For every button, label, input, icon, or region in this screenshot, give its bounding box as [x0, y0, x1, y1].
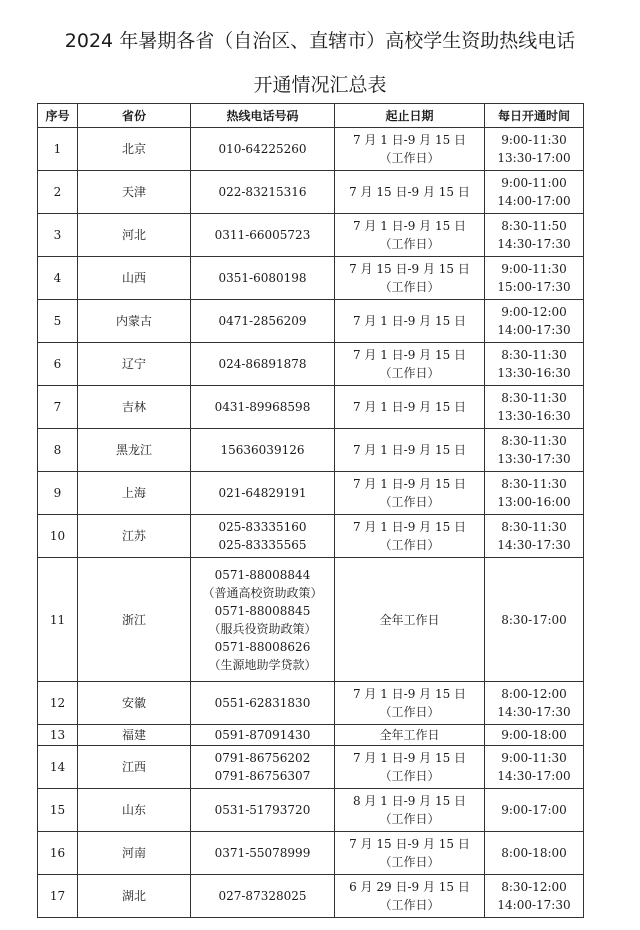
cell-province-line: 辽宁 [121, 357, 146, 371]
cell-number-line: 7 [53, 400, 62, 414]
cell-phone [191, 789, 335, 832]
cell-phone [191, 343, 335, 386]
cell-number-line: 9 [53, 486, 62, 500]
cell-hours-line: 14:00-17:30 [497, 898, 571, 912]
cell-hours-line: 14:30-17:00 [497, 769, 571, 783]
cell-hours-line: 8:30-11:30 [501, 520, 567, 534]
cell-province-line: 山东 [121, 803, 146, 817]
cell-hours-line: 14:30-17:30 [497, 538, 571, 552]
cell-number [38, 682, 78, 725]
table-header-row [38, 104, 584, 128]
cell-number [38, 746, 78, 789]
table-row [38, 214, 584, 257]
cell-dates [335, 789, 485, 832]
cell-province [78, 746, 191, 789]
cell-dates-line: 7 月 1 日-9 月 15 日 [352, 443, 467, 457]
cell-province [78, 515, 191, 558]
cell-phone [191, 725, 335, 746]
cell-province-line: 河北 [121, 228, 146, 242]
cell-dates-line: （工作日） [379, 812, 440, 826]
cell-phone-line: 0791-86756307 [214, 769, 311, 783]
cell-number [38, 300, 78, 343]
document-title: 2024 年暑期各省（自治区、直辖市）高校学生资助热线电话 [64, 30, 576, 52]
cell-number [38, 472, 78, 515]
cell-phone-line: 0431-89968598 [214, 400, 311, 414]
cell-hours-line: 14:30-17:30 [497, 705, 571, 719]
table-row [38, 746, 584, 789]
cell-number [38, 386, 78, 429]
table-body [38, 128, 584, 918]
cell-dates-line: 7 月 15 日-9 月 15 日 [349, 185, 470, 199]
cell-number [38, 875, 78, 918]
cell-phone-line: 0351-6080198 [218, 271, 307, 285]
cell-phone [191, 214, 335, 257]
cell-dates-line: 7 月 1 日-9 月 15 日 [352, 133, 467, 147]
cell-dates-line: 7 月 1 日-9 月 15 日 [352, 477, 467, 491]
cell-phone-line: 0571-88008845 [214, 603, 311, 618]
cell-dates [335, 725, 485, 746]
cell-hours-line: 8:00-12:00 [501, 687, 567, 701]
cell-phone [191, 515, 335, 558]
cell-dates [335, 429, 485, 472]
table-row [38, 171, 584, 214]
cell-province-line: 江西 [121, 760, 146, 774]
cell-province [78, 128, 191, 171]
cell-province [78, 386, 191, 429]
cell-number-line: 13 [49, 728, 66, 742]
cell-hours-line: 14:00-17:00 [497, 194, 571, 208]
cell-province-line: 内蒙古 [115, 314, 152, 328]
cell-number-line: 12 [49, 696, 66, 710]
cell-dates-line: 7 月 15 日-9 月 15 日 [349, 837, 470, 851]
cell-dates [335, 386, 485, 429]
table-row [38, 725, 584, 746]
cell-province-line: 吉林 [121, 400, 146, 414]
cell-hours-line: 8:30-11:30 [501, 348, 567, 362]
header-hours: 每日开通时间 [485, 104, 584, 128]
cell-number [38, 429, 78, 472]
table-row [38, 429, 584, 472]
cell-province [78, 171, 191, 214]
cell-phone-line: 0791-86756202 [214, 751, 311, 765]
cell-number-line: 2 [53, 185, 62, 199]
table-row [38, 472, 584, 515]
table-row [38, 128, 584, 171]
cell-hours-line: 9:00-11:30 [501, 262, 567, 276]
cell-hours [485, 558, 584, 682]
cell-hours [485, 746, 584, 789]
cell-number [38, 725, 78, 746]
cell-dates-line: （工作日） [379, 237, 440, 251]
cell-phone-line: （生源地助学贷款） [208, 657, 317, 672]
cell-phone-line: 15636039126 [220, 443, 305, 457]
cell-dates-line: （工作日） [379, 855, 440, 869]
cell-hours-line: 9:00-18:00 [501, 728, 567, 742]
cell-dates-line: 7 月 1 日-9 月 15 日 [352, 219, 467, 233]
cell-dates [335, 682, 485, 725]
cell-number-line: 6 [53, 357, 62, 371]
table-row [38, 343, 584, 386]
cell-phone [191, 257, 335, 300]
cell-province [78, 725, 191, 746]
cell-dates-line: 7 月 1 日-9 月 15 日 [352, 400, 467, 414]
cell-dates [335, 257, 485, 300]
cell-dates-line: 7 月 1 日-9 月 15 日 [352, 348, 467, 362]
cell-hours-line: 13:30-17:00 [497, 151, 571, 165]
cell-number-line: 3 [53, 228, 62, 242]
cell-number-line: 11 [49, 612, 66, 627]
cell-hours-line: 8:30-12:00 [501, 880, 567, 894]
cell-province-line: 天津 [121, 185, 146, 199]
cell-hours-line: 8:30-11:30 [501, 391, 567, 405]
cell-province-line: 浙江 [121, 612, 146, 627]
cell-hours [485, 386, 584, 429]
cell-dates [335, 875, 485, 918]
cell-hours-line: 14:30-17:30 [497, 237, 571, 251]
cell-province [78, 257, 191, 300]
cell-number [38, 214, 78, 257]
cell-phone [191, 300, 335, 343]
document-subtitle: 开通情况汇总表 [253, 74, 387, 96]
cell-phone-line: 0571-88008626 [214, 639, 311, 654]
cell-phone-line: 0311-66005723 [214, 228, 311, 242]
cell-hours-line: 13:30-16:30 [497, 366, 571, 380]
cell-hours [485, 214, 584, 257]
header-dates: 起止日期 [335, 104, 485, 128]
cell-hours-line: 9:00-17:00 [501, 803, 567, 817]
cell-phone-line: （服兵役资助政策） [208, 621, 317, 636]
hotline-table [37, 103, 584, 918]
cell-hours [485, 515, 584, 558]
cell-dates [335, 343, 485, 386]
cell-dates-line: 7 月 1 日-9 月 15 日 [352, 520, 467, 534]
cell-dates-line: 7 月 1 日-9 月 15 日 [352, 314, 467, 328]
cell-hours-line: 13:00-16:00 [497, 495, 571, 509]
cell-province-line: 北京 [121, 142, 146, 156]
cell-province [78, 343, 191, 386]
cell-dates-line: 全年工作日 [379, 728, 440, 742]
cell-dates [335, 832, 485, 875]
cell-dates [335, 128, 485, 171]
cell-province [78, 472, 191, 515]
cell-dates-line: 8 月 1 日-9 月 15 日 [352, 794, 467, 808]
cell-phone-line: 0531-51793720 [214, 803, 311, 817]
cell-number [38, 558, 78, 682]
cell-hours [485, 343, 584, 386]
cell-dates [335, 171, 485, 214]
cell-number-line: 8 [53, 443, 62, 457]
cell-phone-line: 027-87328025 [218, 889, 307, 903]
cell-dates-line: 7 月 1 日-9 月 15 日 [352, 751, 467, 765]
cell-hours-line: 8:00-18:00 [501, 846, 567, 860]
cell-dates [335, 515, 485, 558]
cell-hours [485, 257, 584, 300]
cell-hours [485, 875, 584, 918]
cell-hours [485, 128, 584, 171]
cell-dates-line: （工作日） [379, 495, 440, 509]
cell-province [78, 682, 191, 725]
cell-number-line: 10 [49, 529, 66, 543]
cell-hours-line: 8:30-17:00 [501, 612, 567, 627]
cell-province-line: 湖北 [121, 889, 146, 903]
table-row [38, 789, 584, 832]
cell-number [38, 789, 78, 832]
cell-hours-line: 8:30-11:30 [501, 434, 567, 448]
cell-hours-line: 9:00-11:30 [501, 751, 567, 765]
cell-phone-line: 010-64225260 [218, 142, 307, 156]
cell-province-line: 江苏 [121, 529, 146, 543]
table-row [38, 558, 584, 682]
cell-dates [335, 472, 485, 515]
cell-hours-line: 13:30-16:30 [497, 409, 571, 423]
cell-hours [485, 300, 584, 343]
table-row [38, 300, 584, 343]
cell-number-line: 15 [49, 803, 66, 817]
cell-hours-line: 8:30-11:50 [501, 219, 567, 233]
cell-province-line: 山西 [121, 271, 146, 285]
cell-dates-line: （工作日） [379, 705, 440, 719]
cell-hours-line: 15:00-17:30 [497, 280, 571, 294]
cell-province-line: 黑龙江 [115, 443, 152, 457]
cell-dates-line: （工作日） [379, 151, 440, 165]
cell-phone [191, 171, 335, 214]
cell-province-line: 上海 [121, 486, 146, 500]
table-row [38, 875, 584, 918]
cell-number [38, 343, 78, 386]
cell-province [78, 429, 191, 472]
cell-province [78, 789, 191, 832]
table-row [38, 386, 584, 429]
cell-phone-line: 025-83335160 [218, 520, 307, 534]
cell-hours-line: 13:30-17:30 [497, 452, 571, 466]
table-row [38, 682, 584, 725]
cell-hours-line: 9:00-11:00 [501, 176, 567, 190]
cell-phone [191, 472, 335, 515]
cell-phone-line: 024-86891878 [218, 357, 307, 371]
cell-number-line: 4 [53, 271, 62, 285]
cell-phone [191, 386, 335, 429]
cell-province [78, 558, 191, 682]
cell-phone [191, 746, 335, 789]
cell-number-line: 5 [53, 314, 62, 328]
cell-number-line: 1 [53, 142, 62, 156]
cell-dates [335, 214, 485, 257]
cell-number [38, 832, 78, 875]
cell-hours [485, 832, 584, 875]
cell-number [38, 128, 78, 171]
cell-hours [485, 472, 584, 515]
cell-number-line: 17 [49, 889, 66, 903]
cell-phone-line: 025-83335565 [218, 538, 307, 552]
cell-dates-line: 7 月 1 日-9 月 15 日 [352, 687, 467, 701]
cell-province-line: 河南 [121, 846, 146, 860]
cell-phone [191, 429, 335, 472]
cell-dates-line: （工作日） [379, 898, 440, 912]
cell-province-line: 福建 [121, 728, 146, 742]
cell-phone-line: 0371-55078999 [214, 846, 311, 860]
cell-hours-line: 14:00-17:30 [497, 323, 571, 337]
cell-hours [485, 171, 584, 214]
cell-dates-line: （工作日） [379, 769, 440, 783]
cell-phone-line: 0571-88008844 [214, 567, 311, 582]
cell-dates-line: 全年工作日 [379, 612, 440, 627]
cell-phone-line: 022-83215316 [218, 185, 307, 199]
header-province: 省份 [78, 104, 191, 128]
cell-province [78, 875, 191, 918]
cell-hours [485, 789, 584, 832]
cell-hours-line: 8:30-11:30 [501, 477, 567, 491]
cell-dates [335, 558, 485, 682]
cell-number [38, 515, 78, 558]
cell-phone-line: 0471-2856209 [218, 314, 307, 328]
table-row [38, 832, 584, 875]
cell-province [78, 832, 191, 875]
cell-hours-line: 9:00-11:30 [501, 133, 567, 147]
table-row [38, 257, 584, 300]
header-phone: 热线电话号码 [191, 104, 335, 128]
cell-hours [485, 725, 584, 746]
cell-dates-line: 6 月 29 日-9 月 15 日 [349, 880, 470, 894]
header-number: 序号 [38, 104, 78, 128]
cell-province [78, 214, 191, 257]
cell-hours-line: 9:00-12:00 [501, 305, 567, 319]
cell-hours [485, 429, 584, 472]
cell-phone [191, 682, 335, 725]
cell-dates [335, 300, 485, 343]
cell-dates [335, 746, 485, 789]
table-row [38, 515, 584, 558]
cell-dates-line: （工作日） [379, 366, 440, 380]
cell-phone [191, 875, 335, 918]
cell-province [78, 300, 191, 343]
cell-phone-line: 021-64829191 [218, 486, 307, 500]
cell-phone [191, 832, 335, 875]
cell-hours [485, 682, 584, 725]
cell-number [38, 257, 78, 300]
cell-dates-line: 7 月 15 日-9 月 15 日 [349, 262, 470, 276]
cell-phone-line: （普通高校资助政策） [202, 585, 323, 600]
cell-phone [191, 128, 335, 171]
cell-number-line: 14 [49, 760, 66, 774]
cell-phone-line: 0551-62831830 [214, 696, 311, 710]
cell-number-line: 16 [49, 846, 66, 860]
cell-phone-line: 0591-87091430 [214, 728, 311, 742]
cell-number [38, 171, 78, 214]
cell-phone [191, 558, 335, 682]
cell-dates-line: （工作日） [379, 538, 440, 552]
cell-dates-line: （工作日） [379, 280, 440, 294]
cell-province-line: 安徽 [121, 696, 146, 710]
